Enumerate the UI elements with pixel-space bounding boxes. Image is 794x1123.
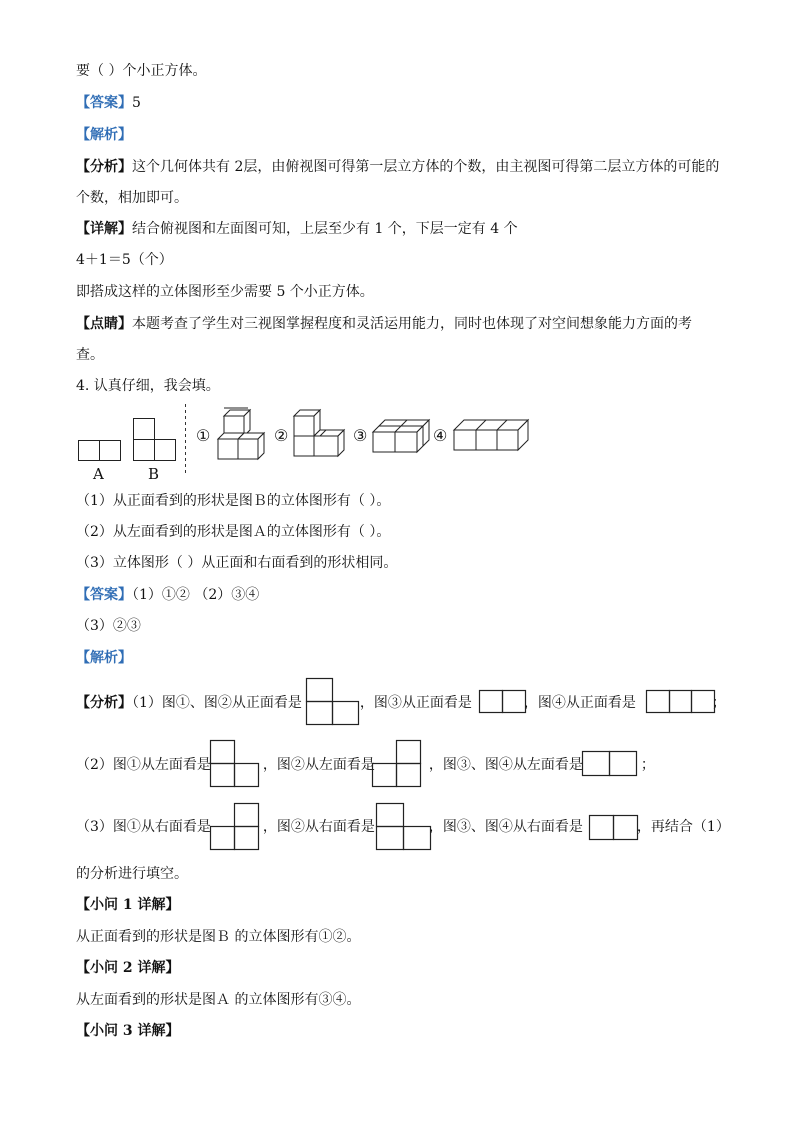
comment-tag: 【点睛】 (76, 316, 132, 332)
cube-figure-1-icon (216, 408, 276, 460)
answer-tag: 【答案】 (76, 587, 132, 603)
figure-4-number: ④ (433, 426, 448, 445)
analysis-text: ，再结合（1） (636, 819, 730, 835)
analysis-line (76, 157, 719, 177)
text-line: 即搭成这样的立体图形至少需要 5 个小正方体。 (76, 284, 374, 300)
left-view-34-icon (582, 751, 638, 777)
analysis-tag: 【分析】 (76, 159, 132, 175)
figure-b-icon (133, 418, 177, 462)
subquestion-1: （1）从正面看到的形状是图Ｂ的立体图形有（ ）。 (76, 493, 391, 509)
answer-line (76, 93, 141, 113)
figure-a-label: A (93, 465, 104, 483)
analysis-text: ，图③从正面看是 (359, 695, 472, 711)
figure-b-label: B (148, 465, 160, 483)
answer-line (76, 585, 259, 605)
text-line: 的分析进行填空。 (76, 866, 188, 882)
subquestion-heading-3: 【小问 3 详解】 (76, 1023, 180, 1039)
subquestion-answer-1: 从正面看到的形状是图Ｂ 的立体图形有①②。 (76, 929, 361, 945)
view-2-squares-icon (479, 690, 527, 714)
analysis-text: （3）图①从右面看是 (76, 819, 211, 835)
analysis-text: ，图②从右面看是 (262, 819, 375, 835)
text-line: 要（ ）个小正方体。 (76, 63, 207, 79)
analysis-heading: 【解析】 (76, 650, 132, 666)
left-view-1-icon (210, 740, 260, 788)
figure-1-number: ① (196, 426, 211, 445)
comment-line (76, 314, 692, 334)
answer-line-2: （3）②③ (76, 618, 141, 634)
view-3-squares-icon (646, 690, 716, 714)
detail-line (76, 219, 518, 239)
analysis-row-2 (76, 755, 655, 775)
subquestion-2: （2）从左面看到的形状是图Ａ的立体图形有（ ）。 (76, 524, 391, 540)
analysis-text: ； (640, 757, 655, 773)
dashed-divider (184, 404, 188, 474)
question-title: 4. 认真仔细，我会填。 (76, 378, 220, 394)
answer-tag: 【答案】 (76, 95, 132, 111)
view-b-shape-icon (306, 678, 360, 726)
subquestion-heading-1: 【小问 1 详解】 (76, 897, 180, 913)
analysis-text: （2）图①从左面看是 (76, 757, 211, 773)
analysis-heading: 【解析】 (76, 127, 132, 143)
text-line: 查。 (76, 347, 104, 363)
answer-value: 5 (132, 95, 141, 111)
analysis-text: ； (711, 695, 726, 711)
left-view-2-icon (372, 740, 422, 788)
analysis-tag: 【分析】 (76, 695, 132, 711)
detail-tag: 【详解】 (76, 221, 132, 237)
equation-line: 4＋1＝5（个） (76, 252, 173, 268)
right-view-2-icon (376, 803, 432, 851)
figure-a-icon (78, 440, 122, 462)
subquestion-heading-2: 【小问 2 详解】 (76, 960, 180, 976)
cube-figure-3-icon (371, 418, 433, 458)
analysis-text: ，图③、图④从左面看是 (428, 757, 583, 773)
analysis-text: （1）图①、图②从正面看是 (132, 695, 302, 711)
cube-figure-4-icon (452, 418, 532, 458)
figure-3-number: ③ (353, 426, 368, 445)
figure-2-number: ② (274, 426, 289, 445)
analysis-text: ，图③、图④从右面看是 (428, 819, 583, 835)
cube-figure-2-icon (292, 408, 352, 460)
right-view-1-icon (210, 803, 260, 851)
analysis-text: 这个几何体共有 2层，由俯视图可得第一层立方体的个数，由主视图可得第二层立方体的可能的 (132, 159, 720, 175)
detail-text: 结合俯视图和左面图可知，上层至少有 1 个，下层一定有 4 个 (132, 221, 518, 237)
right-view-34-icon (589, 815, 639, 841)
answer-value: （1）①② （2）③④ (132, 587, 260, 603)
analysis-row-1 (76, 693, 726, 713)
analysis-text: ，图④从正面看是 (523, 695, 636, 711)
comment-text: 本题考查了学生对三视图掌握程度和灵活运用能力，同时也体现了对空间想象能力方面的考 (132, 316, 692, 332)
text-line: 个数，相加即可。 (76, 190, 188, 206)
subquestion-answer-2: 从左面看到的形状是图Ａ 的立体图形有③④。 (76, 992, 361, 1008)
subquestion-3: （3）立体图形（ ）从正面和右面看到的形状相同。 (76, 555, 398, 571)
analysis-text: ，图②从左面看是 (262, 757, 375, 773)
